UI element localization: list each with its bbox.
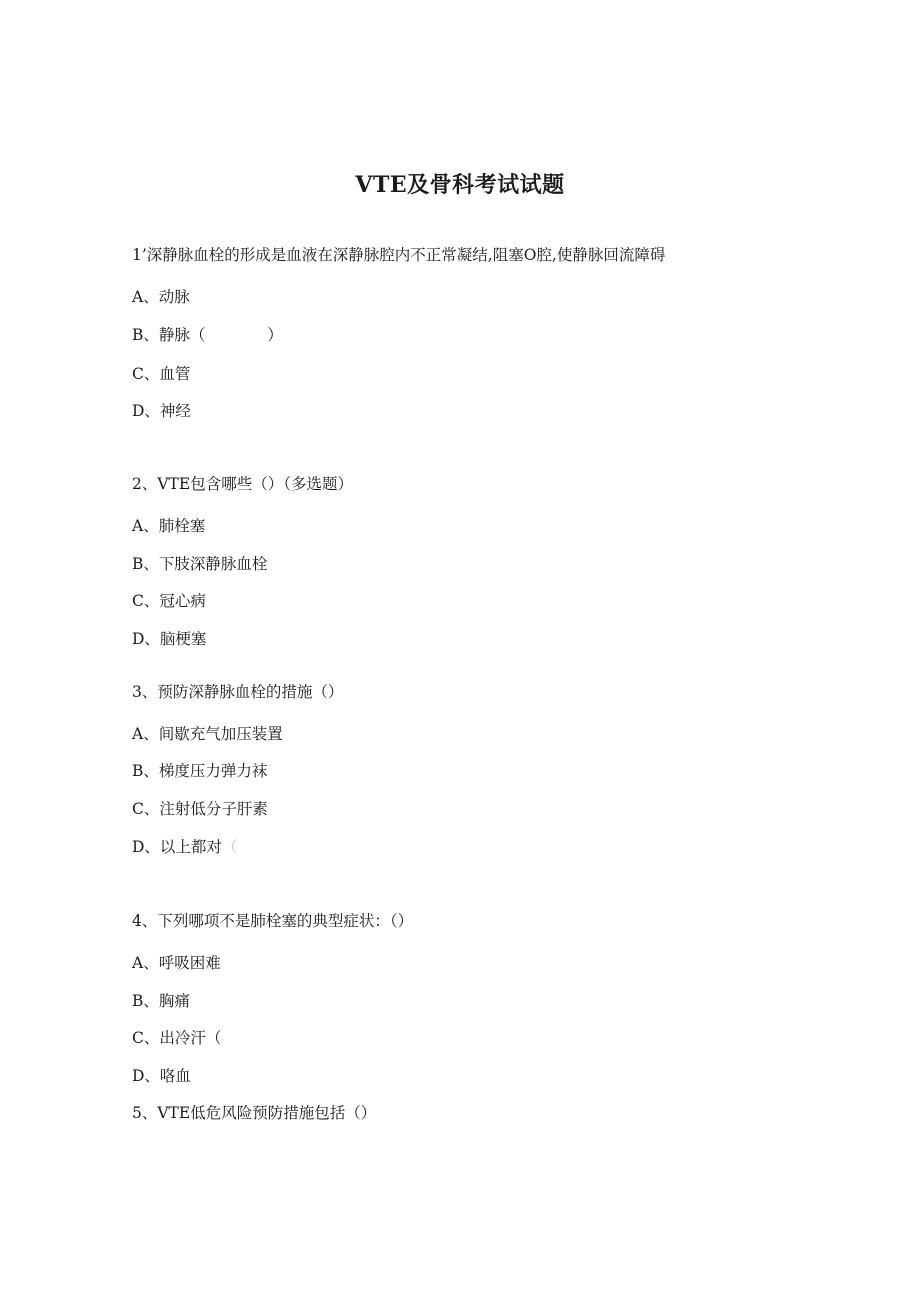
question-1-option-a: A、动脉 bbox=[132, 288, 190, 306]
question-4-option-d: D、咯血 bbox=[132, 1067, 191, 1085]
question-1-option-b: B、静脉（ ） bbox=[132, 326, 283, 344]
question-4-stem: 4、下列哪项不是肺栓塞的典型症状：（） bbox=[132, 912, 414, 930]
question-2-option-a: A、肺栓塞 bbox=[132, 517, 206, 535]
question-4-option-c: C、出冷汗（ bbox=[132, 1029, 222, 1047]
question-3-stem: 3、预防深静脉血栓的措施（） bbox=[132, 683, 344, 701]
question-2-option-d: D、脑梗塞 bbox=[132, 630, 207, 648]
question-4-option-a: A、呼吸困难 bbox=[132, 954, 221, 972]
question-2-option-c: C、冠心病 bbox=[132, 592, 206, 610]
question-4-option-b: B、胸痛 bbox=[132, 992, 190, 1010]
question-3-option-a: A、间歇充气加压装置 bbox=[132, 725, 283, 743]
question-5-stem: 5、VTE低危风险预防措施包括（） bbox=[132, 1104, 377, 1122]
question-3-option-d-text: D、以上都对 bbox=[132, 838, 222, 856]
question-1-stem: 1’深静脉血栓的形成是血液在深静脉腔内不正常凝结,阻塞O腔,使静脉回流障碍 bbox=[132, 246, 666, 264]
question-2-stem: 2、VTE包含哪些（）（多选题） bbox=[132, 475, 353, 493]
question-3-option-d-mark: （ bbox=[221, 838, 238, 856]
question-3-option-b: B、梯度压力弹力袜 bbox=[132, 762, 268, 780]
question-3-option-c: C、注射低分子肝素 bbox=[132, 800, 268, 818]
question-1-option-c: C、血管 bbox=[132, 365, 191, 383]
question-2-option-b: B、下肢深静脉血栓 bbox=[132, 555, 268, 573]
page-title: VTE及骨科考试试题 bbox=[355, 172, 565, 198]
question-3-option-d bbox=[132, 837, 237, 857]
question-1-option-d: D、神经 bbox=[132, 402, 191, 420]
